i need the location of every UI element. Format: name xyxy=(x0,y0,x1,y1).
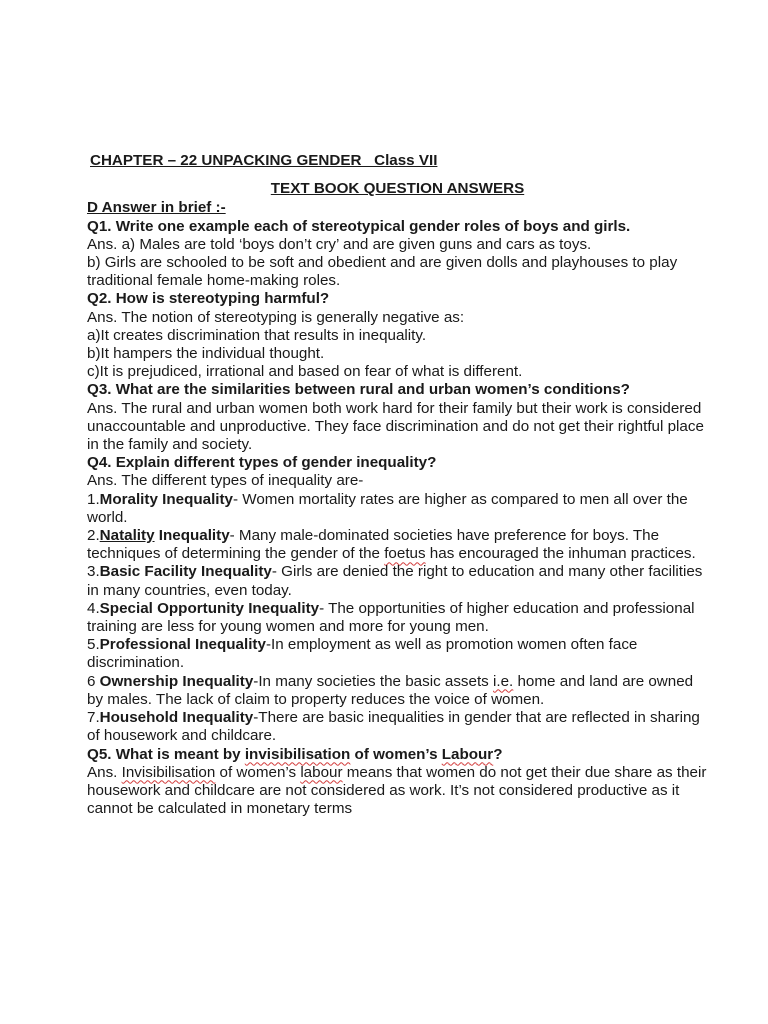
item-text: -In employment as well as promotion women often face discrimination. xyxy=(87,636,638,672)
spellcheck-word: Invisibilisation xyxy=(121,763,216,781)
spellcheck-word: invisibilisation xyxy=(244,745,351,763)
chapter-heading: CHAPTER – 22 UNPACKING GENDER Class VII xyxy=(90,152,438,169)
item-number: 4. xyxy=(87,599,100,617)
inequality-item-professional xyxy=(87,636,708,672)
q1-answer-a: Ans. a) Males are told ‘boys don’t cry’ and are given guns and cars as toys. xyxy=(87,235,592,253)
q5-answer-text: means that women do not get their due share as their housework and childcare are not considered as work. It’s not considered productive as it cannot be calculated in monetary terms xyxy=(87,763,707,818)
spellcheck-word: i.e. xyxy=(493,672,514,690)
q1-question: Q1. Write one example each of stereotypical gender roles of boys and girls. xyxy=(87,217,631,235)
inequality-item-natality xyxy=(87,527,708,563)
q5-question xyxy=(87,746,708,764)
item-number: 7. xyxy=(87,709,100,727)
q5-question-text: of women’s xyxy=(350,745,442,763)
item-number: 5. xyxy=(87,636,100,654)
item-number: 2. xyxy=(87,527,100,545)
spellcheck-word: foetus xyxy=(384,545,426,563)
q4-answer-intro: Ans. The different types of inequality are- xyxy=(87,472,364,490)
q2-answer-intro: Ans. The notion of stereotyping is generally negative as: xyxy=(87,308,465,326)
item-text-cont: has encouraged the inhuman practices. xyxy=(425,545,696,563)
item-term: Morality Inequality xyxy=(99,490,234,508)
answer-in-brief-heading: D Answer in brief :- xyxy=(87,199,226,217)
inequality-item-ownership xyxy=(87,673,708,709)
item-text: - The opportunities of higher education and professional training are less for young women and more for young men. xyxy=(87,599,695,636)
inequality-item-household xyxy=(87,709,708,745)
q5-answer-text: of women’s xyxy=(215,763,301,781)
q4-question: Q4. Explain different types of gender inequality? xyxy=(87,454,437,472)
q3-question: Q3. What are the similarities between rural and urban women’s conditions? xyxy=(87,381,630,399)
spellcheck-word: labour xyxy=(300,763,343,781)
inequality-item-special-opportunity xyxy=(87,600,708,636)
item-term: Household Inequality xyxy=(99,709,254,727)
item-term: Professional Inequality xyxy=(99,636,266,654)
q5-question-text: ? xyxy=(493,745,503,763)
item-text: - Girls are denied the right to education and many other facilities in many countries, even today. xyxy=(87,563,703,599)
q2-point-b: b)It hampers the individual thought. xyxy=(87,345,325,363)
item-number: 3. xyxy=(87,563,100,581)
item-term-underlined: Natality xyxy=(99,527,155,545)
q3-answer: Ans. The rural and urban women both work hard for their family but their work is considered unaccountable and unproductive. They face discrimination and do not get their rightful place in the family and society. xyxy=(87,399,704,454)
item-number: 6 xyxy=(87,672,100,690)
item-term: Basic Facility Inequality xyxy=(99,563,272,581)
item-term: Inequality xyxy=(154,527,230,545)
q1-answer-b: b) Girls are schooled to be soft and obedient and are given dolls and playhouses to play traditional female home-making roles. xyxy=(87,254,678,290)
q5-question-text: Q5. What is meant by xyxy=(87,745,245,763)
q2-question: Q2. How is stereotyping harmful? xyxy=(87,290,330,308)
item-text: - Many male-dominated societies have preference for boys. The techniques of determining the gender of the xyxy=(87,527,660,563)
inequality-item-basic-facility xyxy=(87,563,708,599)
q5-answer-text: Ans. xyxy=(87,763,122,781)
q2-point-c: c)It is prejudiced, irrational and based on fear of what is different. xyxy=(87,363,523,381)
item-term: Special Opportunity Inequality xyxy=(99,599,320,617)
item-number: 1. xyxy=(87,490,100,508)
spellcheck-word: Labour xyxy=(441,745,494,763)
item-text: -There are basic inequalities in gender that are reflected in sharing of housework and childcare. xyxy=(87,709,700,745)
q5-answer xyxy=(87,764,708,819)
item-term: Ownership Inequality xyxy=(99,672,254,690)
inequality-item-morality xyxy=(87,491,708,527)
q2-point-a: a)It creates discrimination that results in inequality. xyxy=(87,326,427,344)
item-text-cont: home and land are owned by males. The lack of claim to property reduces the voice of women. xyxy=(87,672,694,708)
item-text: - Women mortality rates are higher as compared to men all over the world. xyxy=(87,490,688,526)
section-title: TEXT BOOK QUESTION ANSWERS xyxy=(270,180,525,198)
item-text: -In many societies the basic assets xyxy=(253,672,493,690)
